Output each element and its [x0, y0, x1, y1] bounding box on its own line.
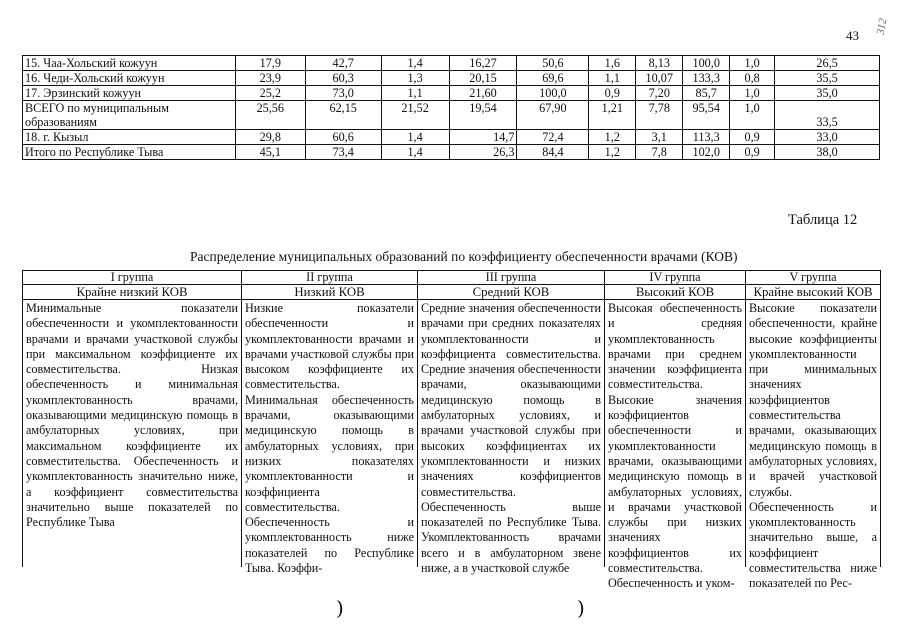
row-name: 16. Чеди-Хольский кожуун — [23, 71, 236, 86]
table-cell: 133,3 — [683, 71, 730, 86]
group-description-cell — [242, 300, 418, 576]
row-name: 15. Чаа-Хольский кожуун — [23, 56, 236, 71]
table-cell: 67,90 — [517, 101, 589, 130]
table-cell: 60,3 — [305, 71, 381, 86]
table-cell: 7,20 — [636, 86, 683, 101]
table-cell: 1,3 — [381, 71, 449, 86]
table-row — [23, 86, 880, 101]
group-description: Высокая обеспеченность и средняя укомплектованность врачами при среднем значении коэффициента совместительства. Высокие значения коэффициентов обеспеченности и укомплектованности врачами, оказывающими медицинскую помощь в амбулаторных условиях, и врачами участковой службы при низких значениях коэффициентов их совместительства. Обеспеченность и уком- — [608, 301, 742, 591]
table-title: Распределение муниципальных образований по коэффициенту обеспеченности врачами (КОВ) — [190, 249, 738, 264]
table-cell: 17,9 — [235, 56, 305, 71]
table-cell: 95,54 — [683, 101, 730, 130]
table-cell: 1,21 — [589, 101, 636, 130]
table-cell: 1,4 — [381, 130, 449, 145]
table-cell: 21,52 — [381, 101, 449, 130]
table-cell: 33,0 — [775, 130, 880, 145]
table-row — [23, 145, 880, 160]
table-cell: 1,6 — [589, 56, 636, 71]
footer-mark-right: ) — [577, 596, 585, 620]
table-cell: 35,0 — [775, 86, 880, 101]
table-cell: 14,7 — [449, 130, 517, 145]
group-level: Средний КОВ — [418, 285, 605, 300]
group-heading: I группа — [23, 271, 242, 285]
group-description-cell — [418, 300, 605, 576]
footer-mark-left: ) — [336, 596, 344, 620]
group-heading: IV группа — [605, 271, 746, 285]
table-cell: 1,0 — [730, 86, 775, 101]
table-cell: 25,56 — [235, 101, 305, 130]
table-cell: 33,5 — [775, 101, 880, 130]
table-cell: 113,3 — [683, 130, 730, 145]
table-cell: 1,2 — [589, 130, 636, 145]
table-cell: 73,0 — [305, 86, 381, 101]
table-cell: 85,7 — [683, 86, 730, 101]
table-row — [23, 101, 880, 130]
group-heading: V группа — [746, 271, 881, 285]
group-heading: II группа — [242, 271, 418, 285]
group-level: Крайне низкий КОВ — [23, 285, 242, 300]
table-cell: 23,9 — [235, 71, 305, 86]
table-cell: 7,78 — [636, 101, 683, 130]
group-description-cell — [605, 300, 746, 591]
table-cell: 42,7 — [305, 56, 381, 71]
table-cell: 73,4 — [305, 145, 381, 160]
group-description: Средние значения обеспеченности врачами при средних показателях укомплектованности и коэффициента совместительства. Средние значения обеспеченности врачами, оказывающими медицинскую помощь в амбулаторных условиях, и врачами участковой службы при высоких коэффициентах их укомплектованности и низких значениях коэффициентов совместительства. Обеспеченность выше показателей по Республике Тыва. Укомплектованность врачами всего и в амбулаторном звене ниже, а в участковой службе — [421, 301, 601, 576]
table-cell: 1,4 — [381, 56, 449, 71]
table-cell: 69,6 — [517, 71, 589, 86]
handwritten-page-mark: 312 — [874, 17, 890, 36]
table-cell: 1,1 — [381, 86, 449, 101]
table-caption: Таблица 12 — [788, 212, 858, 228]
group-heading: III группа — [418, 271, 605, 285]
row-name: ВСЕГО по муниципальным образованиям — [23, 101, 236, 130]
table-row — [23, 71, 880, 86]
table-cell: 100,0 — [517, 86, 589, 101]
table-cell: 8,13 — [636, 56, 683, 71]
table-cell: 25,2 — [235, 86, 305, 101]
table-row — [23, 56, 880, 71]
table-cell: 19,54 — [449, 101, 517, 130]
group-level: Высокий КОВ — [605, 285, 746, 300]
group-description: Минимальные показатели обеспеченности и укомплектованности врачами и врачами участковой службы при максимальном коэффициенте их совместительства. Низкая обеспеченность и минимальная укомплектованность врачами, оказывающими медицинскую помощь в амбулаторных условиях, при максимальном коэффициенте их совместительства. Обеспеченность и укомплектованность значительно ниже, а коэффициент совместительства значительно выше показателей по Республике Тыва — [26, 301, 238, 530]
table-cell: 72,4 — [517, 130, 589, 145]
table-cell: 84,4 — [517, 145, 589, 160]
table-cell: 1,0 — [730, 56, 775, 71]
table-cell: 21,60 — [449, 86, 517, 101]
table-cell: 50,6 — [517, 56, 589, 71]
table-cell: 62,15 — [305, 101, 381, 130]
group-level: Низкий КОВ — [242, 285, 418, 300]
group-description-cell — [23, 300, 242, 568]
table-cell: 1,0 — [730, 101, 775, 130]
table-cell: 60,6 — [305, 130, 381, 145]
table-cell: 7,8 — [636, 145, 683, 160]
table-cell: 35,5 — [775, 71, 880, 86]
table-cell: 26,5 — [775, 56, 880, 71]
table-cell: 20,15 — [449, 71, 517, 86]
group-description: Высокие показатели обеспеченности, крайне высокие коэффициенты укомплектованности при минимальных значениях коэффициентов совместительства врачами, оказывающих медицинскую помощь в амбулаторных условиях, и врачей участковой службы. Обеспеченность и укомплектованность значительно выше, а коэффициент совместительства ниже показателей по Рес- — [749, 301, 877, 591]
table-cell: 0,9 — [730, 145, 775, 160]
row-name: 18. г. Кызыл — [23, 130, 236, 145]
table-cell: 100,0 — [683, 56, 730, 71]
table-row — [23, 130, 880, 145]
table-cell: 0,9 — [589, 86, 636, 101]
page-number: 43 — [846, 28, 859, 43]
group-level: Крайне высокий КОВ — [746, 285, 881, 300]
table-cell: 0,8 — [730, 71, 775, 86]
table-cell: 26,3 — [449, 145, 517, 160]
groups-table — [22, 270, 881, 591]
row-name: Итого по Республике Тыва — [23, 145, 236, 160]
table-cell: 102,0 — [683, 145, 730, 160]
table-cell: 1,4 — [381, 145, 449, 160]
group-description: Низкие показатели обеспеченности и укомплектованности врачами и врачами участковой службы при высоком коэффициенте их совместительства. Минимальная обеспеченность врачами, оказывающими медицинскую помощь в амбулаторных условиях, при низких показателях укомплектованности и коэффициента совместительства. Обеспеченность и укомплектованность ниже показателей по Республике Тыва. Коэффи- — [245, 301, 414, 576]
table-cell: 0,9 — [730, 130, 775, 145]
table-cell: 45,1 — [235, 145, 305, 160]
table-cell: 3,1 — [636, 130, 683, 145]
statistics-table — [22, 55, 880, 160]
table-cell: 1,1 — [589, 71, 636, 86]
table-cell: 16,27 — [449, 56, 517, 71]
table-cell: 10,07 — [636, 71, 683, 86]
table-cell: 1,2 — [589, 145, 636, 160]
table-cell: 38,0 — [775, 145, 880, 160]
group-description-cell — [746, 300, 881, 591]
row-name: 17. Эрзинский кожуун — [23, 86, 236, 101]
table-cell: 29,8 — [235, 130, 305, 145]
